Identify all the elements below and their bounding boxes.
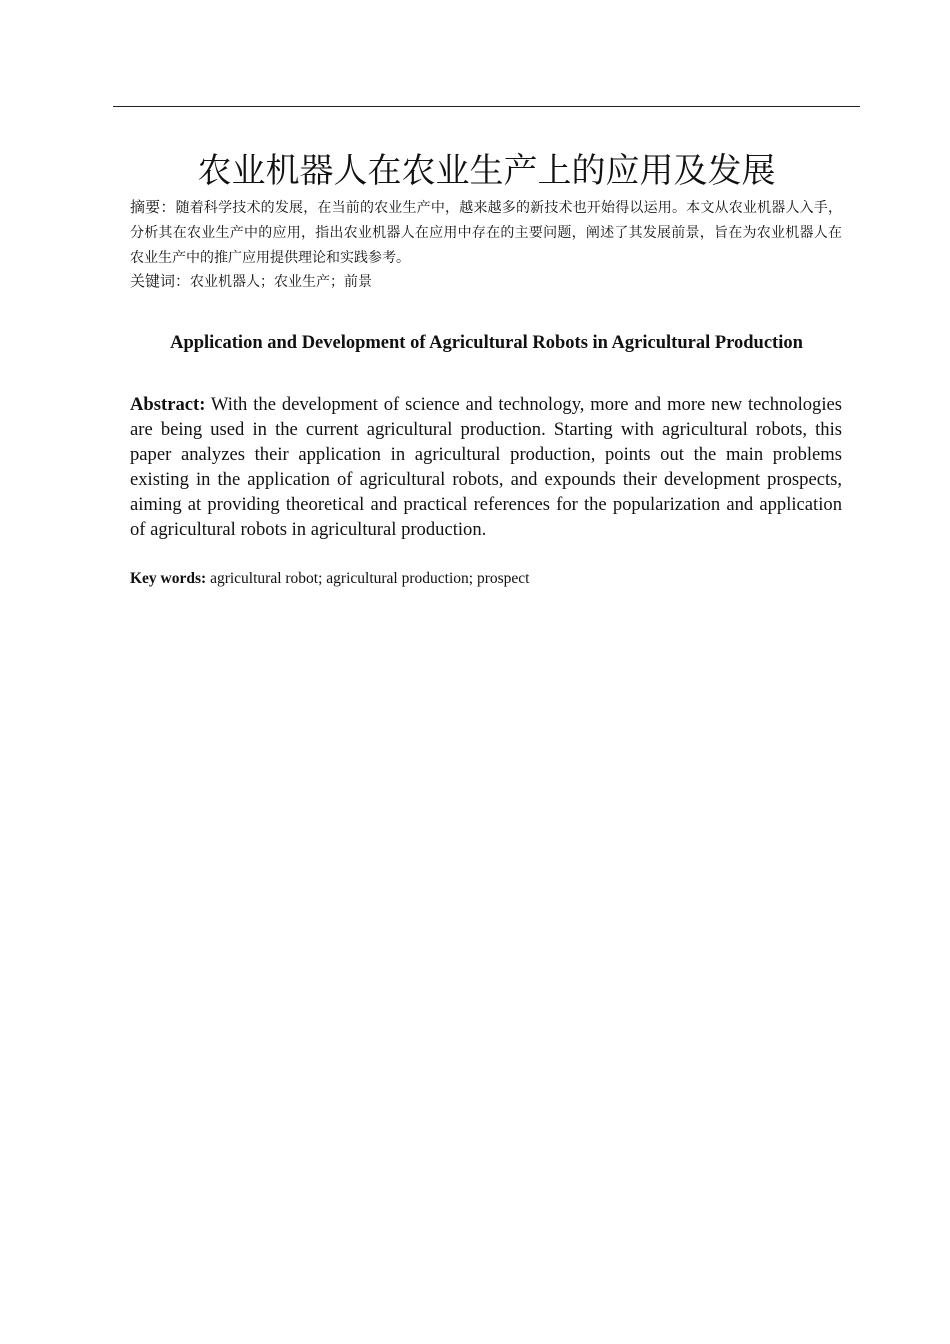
chinese-keywords-text: 农业机器人；农业生产；前景 [190, 274, 373, 290]
chinese-keywords [130, 269, 842, 295]
chinese-abstract [130, 195, 842, 271]
english-abstract-text: With the development of science and technology, more and more new technologies are being used in the current agricultural production. Starting with agricultural robots, this paper analyzes their application in agricultural production, points out the main problems existing in the application of agricultural robots, and expounds their development prospects, aiming at providing theoretical and practical references for the popularization and application of agricultural robots in agricultural production. [130, 394, 842, 540]
english-abstract [130, 392, 842, 542]
chinese-keywords-label: 关键词： [130, 272, 191, 290]
english-keywords-label: Key words: [130, 570, 207, 587]
english-keywords-text: agricultural robot; agricultural production; prospect [206, 570, 530, 587]
header-rule [113, 106, 860, 107]
english-abstract-label: Abstract: [130, 394, 206, 415]
chinese-abstract-text: 随着科学技术的发展，在当前的农业生产中，越来越多的新技术也开始得以运用。本文从农业机器人入手，分析其在农业生产中的应用，指出农业机器人在应用中存在的主要问题，阐述了其发展前景，旨在为农业机器人在农业生产中的推广应用提供理论和实践参考。 [130, 200, 842, 266]
english-title: Application and Development of Agricultural Robots in Agricultural Production [170, 333, 803, 353]
english-keywords [130, 568, 842, 590]
chinese-title: 农业机器人在农业生产上的应用及发展 [197, 151, 776, 191]
chinese-abstract-label: 摘要： [130, 198, 176, 216]
